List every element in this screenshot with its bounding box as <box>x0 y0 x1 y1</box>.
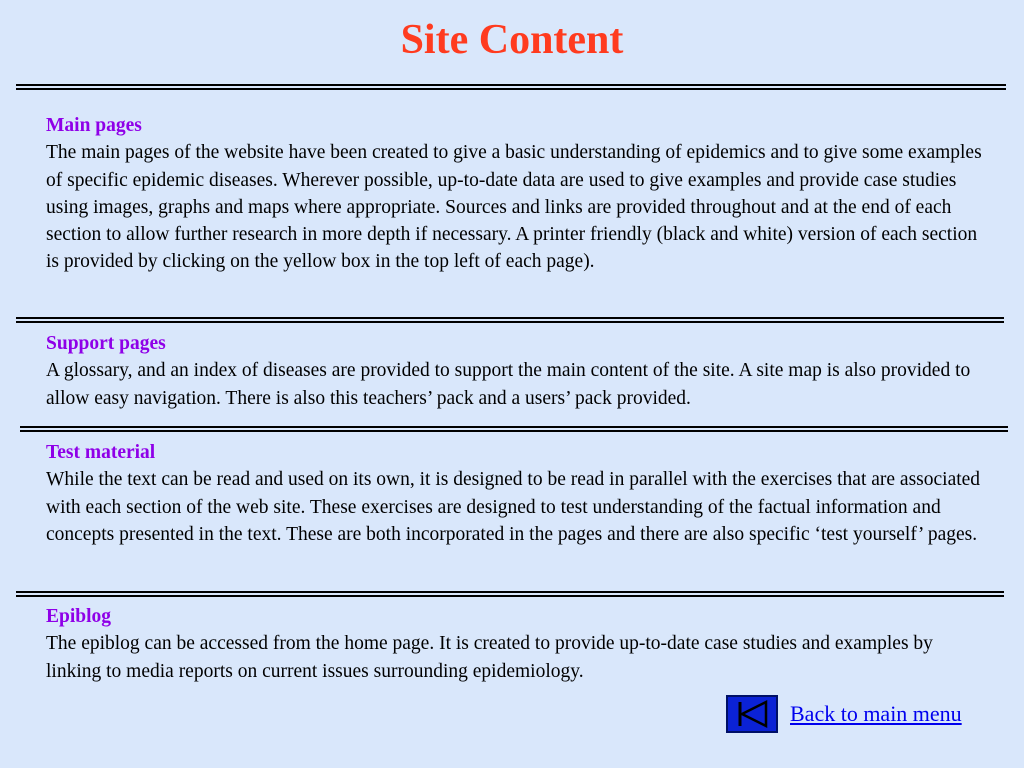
section-support-pages <box>46 330 986 412</box>
back-navigation <box>726 693 962 735</box>
section-body: While the text can be read and used on its own, it is designed to be read in parallel with the exercises that are associated with each section of the web site. These exercises are designed to test understanding of the factual information and concepts presented in the text. These are both incorporated in the pages and there are also specific ‘test yourself’ pages. <box>46 469 981 545</box>
divider <box>16 591 1004 597</box>
section-main-pages <box>46 112 986 276</box>
page-title: Site Content <box>400 17 624 63</box>
back-to-main-menu-link[interactable]: Back to main menu <box>790 701 962 726</box>
section-body: The epiblog can be accessed from the home page. It is created to provide up-to-date case studies and examples by linking to media reports on current issues surrounding epidemiology. <box>46 633 933 682</box>
section-body: A glossary, and an index of diseases are provided to support the main content of the site. A site map is also provided to allow easy navigation. There is also this teachers’ pack and a users’ pack provided. <box>46 360 971 409</box>
section-heading: Main pages <box>46 115 142 136</box>
section-body: The main pages of the website have been created to give a basic understanding of epidemics and to give some examples of specific epidemic diseases. Wherever possible, up-to-date data are used to give examples and provide case studies using images, graphs and maps where appropriate. Sources and links are provided throughout and at the end of each section to allow further research in more depth if necessary. A printer friendly (black and white) version of each section is provided by clicking on the yellow box in the top left of each page). <box>46 142 982 273</box>
section-test-material <box>46 439 986 548</box>
section-heading: Support pages <box>46 333 166 354</box>
section-heading: Test material <box>46 442 156 463</box>
divider <box>16 84 1006 90</box>
back-button[interactable] <box>726 695 778 733</box>
divider <box>20 426 1008 432</box>
section-heading: Epiblog <box>46 606 112 627</box>
section-epiblog <box>46 603 986 685</box>
divider <box>16 317 1004 323</box>
skip-back-icon <box>732 699 772 729</box>
